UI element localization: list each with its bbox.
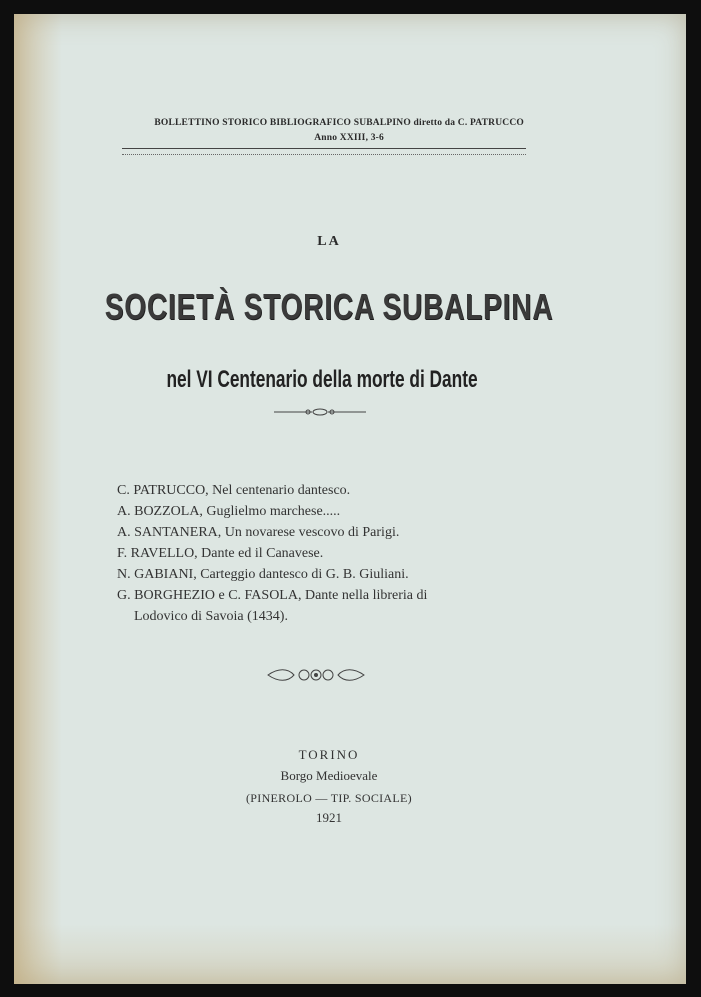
contents-list xyxy=(117,480,557,627)
contents-entry: C. PATRUCCO, Nel centenario dantesco. xyxy=(117,483,351,498)
title-article: LA xyxy=(317,234,341,249)
contents-entry: F. RAVELLO, Dante ed il Canavese. xyxy=(117,546,324,561)
contents-entry: G. BORGHEZIO e C. FASOLA, Dante nella libreria di xyxy=(117,588,428,603)
series-header xyxy=(124,116,524,146)
book-cover xyxy=(14,14,686,984)
imprint-printer: (PINEROLO — TIP. SOCIALE) xyxy=(246,791,412,805)
series-title: BOLLETTINO STORICO BIBLIOGRAFICO SUBALPINO diretto da C. PATRUCCO xyxy=(154,118,524,128)
main-title: SOCIETÀ STORICA SUBALPINA xyxy=(104,286,554,327)
contents-entry-continuation: Lodovico di Savoia (1434). xyxy=(134,609,288,624)
imprint-place: Borgo Medioevale xyxy=(280,768,378,783)
series-volume: Anno XXIII, 3-6 xyxy=(314,133,384,143)
imprint-year: 1921 xyxy=(316,810,342,825)
contents-entry: A. SANTANERA, Un novarese vescovo di Parigi. xyxy=(117,525,400,540)
contents-entry: A. BOZZOLA, Guglielmo marchese..... xyxy=(117,504,341,519)
divider-ornament-bottom xyxy=(264,664,368,686)
header-rule xyxy=(122,148,526,155)
contents-entry: N. GABIANI, Carteggio dantesco di G. B. Giuliani. xyxy=(117,567,409,582)
divider-ornament-top xyxy=(272,404,368,420)
imprint-city: TORINO xyxy=(298,747,360,762)
subtitle: nel VI Centenario della morte di Dante xyxy=(166,366,478,393)
